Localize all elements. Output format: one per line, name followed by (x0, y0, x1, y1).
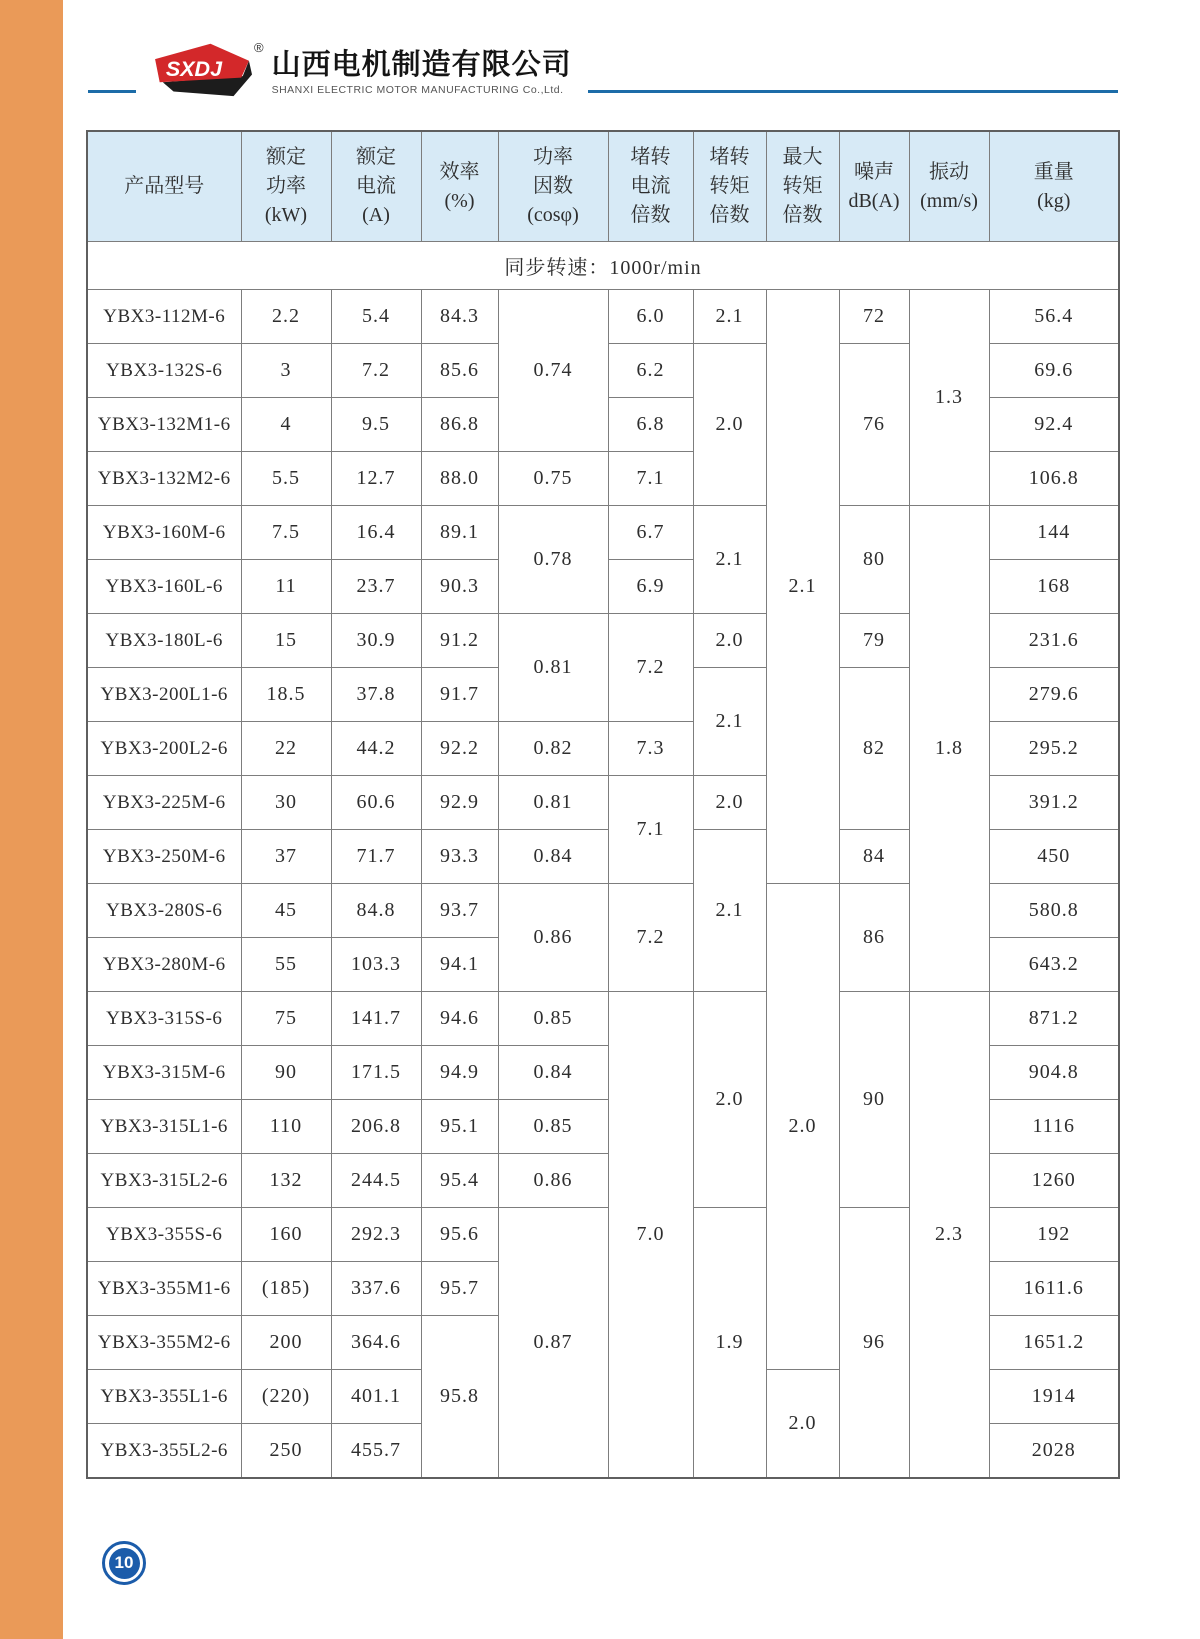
col-header-rated-power: 额定 功率 (kW) (241, 131, 331, 242)
company-name-cn: 山西电机制造有限公司 (271, 48, 572, 81)
logo-text: SXDJ (165, 57, 223, 82)
value-cell: 90 (241, 1046, 331, 1100)
table-row (87, 992, 1119, 1046)
value-cell: 2.3 (909, 992, 989, 1479)
value-cell: 22 (241, 722, 331, 776)
value-cell: 6.2 (608, 344, 693, 398)
value-cell: 90 (839, 992, 909, 1208)
page-number-badge (102, 1541, 146, 1585)
model-cell: YBX3-225M-6 (87, 776, 241, 830)
value-cell: 0.82 (498, 722, 608, 776)
value-cell: 76 (839, 344, 909, 506)
col-header-max-torque-ratio: 最大 转矩 倍数 (766, 131, 839, 242)
value-cell: 7.3 (608, 722, 693, 776)
value-cell: 94.6 (421, 992, 498, 1046)
value-cell: 160 (241, 1208, 331, 1262)
value-cell: 5.5 (241, 452, 331, 506)
value-cell: 1651.2 (989, 1316, 1119, 1370)
value-cell: 45 (241, 884, 331, 938)
value-cell: 55 (241, 938, 331, 992)
value-cell: 86 (839, 884, 909, 992)
value-cell: 84.3 (421, 290, 498, 344)
value-cell: 1116 (989, 1100, 1119, 1154)
value-cell: 106.8 (989, 452, 1119, 506)
value-cell: 6.7 (608, 506, 693, 560)
value-cell: 580.8 (989, 884, 1119, 938)
value-cell: 0.74 (498, 290, 608, 452)
value-cell: 206.8 (331, 1100, 421, 1154)
page-number: 10 (109, 1548, 140, 1579)
value-cell: 1611.6 (989, 1262, 1119, 1316)
value-cell: 95.8 (421, 1316, 498, 1479)
value-cell: 91.2 (421, 614, 498, 668)
value-cell: 79 (839, 614, 909, 668)
value-cell: 69.6 (989, 344, 1119, 398)
value-cell: 643.2 (989, 938, 1119, 992)
value-cell: 84.8 (331, 884, 421, 938)
value-cell: 0.85 (498, 1100, 608, 1154)
value-cell: 2.0 (693, 614, 766, 668)
col-header-model: 产品型号 (87, 131, 241, 242)
model-cell: YBX3-112M-6 (87, 290, 241, 344)
model-cell: YBX3-160L-6 (87, 560, 241, 614)
value-cell: 6.9 (608, 560, 693, 614)
model-cell: YBX3-315S-6 (87, 992, 241, 1046)
value-cell: 93.3 (421, 830, 498, 884)
value-cell: 93.7 (421, 884, 498, 938)
value-cell: 450 (989, 830, 1119, 884)
model-cell: YBX3-315L2-6 (87, 1154, 241, 1208)
value-cell: 279.6 (989, 668, 1119, 722)
sync-speed-subtitle: 同步转速：1000r/min (87, 242, 1119, 290)
col-header-vibration: 振动 (mm/s) (909, 131, 989, 242)
model-cell: YBX3-280M-6 (87, 938, 241, 992)
value-cell: 2028 (989, 1424, 1119, 1479)
value-cell: 1260 (989, 1154, 1119, 1208)
value-cell: 391.2 (989, 776, 1119, 830)
value-cell: 60.6 (331, 776, 421, 830)
value-cell: 7.0 (608, 992, 693, 1479)
value-cell: 0.87 (498, 1208, 608, 1479)
model-cell: YBX3-132M2-6 (87, 452, 241, 506)
model-cell: YBX3-355L2-6 (87, 1424, 241, 1479)
company-name-en: SHANXI ELECTRIC MOTOR MANUFACTURING Co.,Ltd. (271, 84, 564, 97)
table-body (87, 242, 1119, 1479)
model-cell: YBX3-132M1-6 (87, 398, 241, 452)
value-cell: 85.6 (421, 344, 498, 398)
value-cell: 95.1 (421, 1100, 498, 1154)
model-cell: YBX3-200L2-6 (87, 722, 241, 776)
value-cell: 82 (839, 668, 909, 830)
value-cell: 30 (241, 776, 331, 830)
value-cell: 11 (241, 560, 331, 614)
header-row (87, 131, 1119, 242)
value-cell: (220) (241, 1370, 331, 1424)
value-cell: 7.1 (608, 452, 693, 506)
subtitle-row (87, 242, 1119, 290)
value-cell: 2.0 (766, 1370, 839, 1479)
model-cell: YBX3-160M-6 (87, 506, 241, 560)
model-cell: YBX3-315M-6 (87, 1046, 241, 1100)
value-cell: 0.84 (498, 1046, 608, 1100)
col-header-locked-rotor-torque-ratio: 堵转 转矩 倍数 (693, 131, 766, 242)
value-cell: 6.0 (608, 290, 693, 344)
col-header-weight: 重量 (kg) (989, 131, 1119, 242)
value-cell: 12.7 (331, 452, 421, 506)
registered-trademark-symbol: ® (254, 40, 264, 55)
value-cell: 364.6 (331, 1316, 421, 1370)
value-cell: 1914 (989, 1370, 1119, 1424)
value-cell: 2.1 (693, 506, 766, 614)
value-cell: 0.75 (498, 452, 608, 506)
value-cell: 94.9 (421, 1046, 498, 1100)
value-cell: 292.3 (331, 1208, 421, 1262)
value-cell: 103.3 (331, 938, 421, 992)
value-cell: 0.86 (498, 884, 608, 992)
value-cell: 88.0 (421, 452, 498, 506)
value-cell: 871.2 (989, 992, 1119, 1046)
value-cell: 37 (241, 830, 331, 884)
value-cell: 2.0 (693, 344, 766, 506)
model-cell: YBX3-250M-6 (87, 830, 241, 884)
value-cell: 244.5 (331, 1154, 421, 1208)
col-header-power-factor: 功率 因数 (cosφ) (498, 131, 608, 242)
value-cell: 0.81 (498, 776, 608, 830)
value-cell: 171.5 (331, 1046, 421, 1100)
value-cell: 231.6 (989, 614, 1119, 668)
value-cell: 95.4 (421, 1154, 498, 1208)
value-cell: 91.7 (421, 668, 498, 722)
value-cell: 0.81 (498, 614, 608, 722)
model-cell: YBX3-200L1-6 (87, 668, 241, 722)
value-cell: 7.2 (608, 884, 693, 992)
value-cell: 7.5 (241, 506, 331, 560)
model-cell: YBX3-132S-6 (87, 344, 241, 398)
value-cell: 23.7 (331, 560, 421, 614)
value-cell: 132 (241, 1154, 331, 1208)
value-cell: 6.8 (608, 398, 693, 452)
col-header-noise: 噪声 dB(A) (839, 131, 909, 242)
value-cell: 110 (241, 1100, 331, 1154)
value-cell: 56.4 (989, 290, 1119, 344)
value-cell: 2.1 (693, 668, 766, 776)
value-cell: 5.4 (331, 290, 421, 344)
value-cell: 0.84 (498, 830, 608, 884)
model-cell: YBX3-355M2-6 (87, 1316, 241, 1370)
value-cell: 71.7 (331, 830, 421, 884)
value-cell: 18.5 (241, 668, 331, 722)
value-cell: 7.1 (608, 776, 693, 884)
brand-header (136, 42, 588, 104)
value-cell: 2.2 (241, 290, 331, 344)
col-header-efficiency: 效率 (%) (421, 131, 498, 242)
value-cell: 16.4 (331, 506, 421, 560)
value-cell: 1.3 (909, 290, 989, 506)
value-cell: 37.8 (331, 668, 421, 722)
value-cell: 15 (241, 614, 331, 668)
value-cell: 72 (839, 290, 909, 344)
value-cell: 2.0 (693, 776, 766, 830)
value-cell: 2.1 (766, 290, 839, 884)
value-cell: 30.9 (331, 614, 421, 668)
model-cell: YBX3-280S-6 (87, 884, 241, 938)
model-cell: YBX3-355L1-6 (87, 1370, 241, 1424)
model-cell: YBX3-355S-6 (87, 1208, 241, 1262)
model-cell: YBX3-315L1-6 (87, 1100, 241, 1154)
value-cell: 192 (989, 1208, 1119, 1262)
value-cell: 95.6 (421, 1208, 498, 1262)
sxdj-logo-icon (152, 42, 252, 104)
value-cell: 94.1 (421, 938, 498, 992)
value-cell: 96 (839, 1208, 909, 1479)
value-cell: 92.4 (989, 398, 1119, 452)
value-cell: 2.0 (766, 884, 839, 1370)
value-cell: 1.8 (909, 506, 989, 992)
value-cell: 0.78 (498, 506, 608, 614)
value-cell: 92.2 (421, 722, 498, 776)
model-cell: YBX3-355M1-6 (87, 1262, 241, 1316)
value-cell: 2.0 (693, 992, 766, 1208)
value-cell: 250 (241, 1424, 331, 1479)
value-cell: 0.85 (498, 992, 608, 1046)
value-cell: 337.6 (331, 1262, 421, 1316)
value-cell: 95.7 (421, 1262, 498, 1316)
value-cell: 7.2 (331, 344, 421, 398)
value-cell: 44.2 (331, 722, 421, 776)
table-row (87, 290, 1119, 344)
value-cell: 295.2 (989, 722, 1119, 776)
value-cell: 9.5 (331, 398, 421, 452)
table-row (87, 506, 1119, 560)
value-cell: (185) (241, 1262, 331, 1316)
model-cell: YBX3-180L-6 (87, 614, 241, 668)
value-cell: 1.9 (693, 1208, 766, 1479)
value-cell: 141.7 (331, 992, 421, 1046)
value-cell: 0.86 (498, 1154, 608, 1208)
value-cell: 92.9 (421, 776, 498, 830)
value-cell: 144 (989, 506, 1119, 560)
motor-spec-table (86, 130, 1120, 1479)
value-cell: 200 (241, 1316, 331, 1370)
value-cell: 75 (241, 992, 331, 1046)
left-margin-stripe (0, 0, 63, 1639)
value-cell: 80 (839, 506, 909, 614)
value-cell: 7.2 (608, 614, 693, 722)
col-header-locked-rotor-current-ratio: 堵转 电流 倍数 (608, 131, 693, 242)
value-cell: 3 (241, 344, 331, 398)
value-cell: 4 (241, 398, 331, 452)
value-cell: 2.1 (693, 290, 766, 344)
col-header-rated-current: 额定 电流 (A) (331, 131, 421, 242)
value-cell: 84 (839, 830, 909, 884)
value-cell: 89.1 (421, 506, 498, 560)
value-cell: 2.1 (693, 830, 766, 992)
value-cell: 455.7 (331, 1424, 421, 1479)
value-cell: 86.8 (421, 398, 498, 452)
value-cell: 168 (989, 560, 1119, 614)
value-cell: 904.8 (989, 1046, 1119, 1100)
value-cell: 90.3 (421, 560, 498, 614)
value-cell: 401.1 (331, 1370, 421, 1424)
